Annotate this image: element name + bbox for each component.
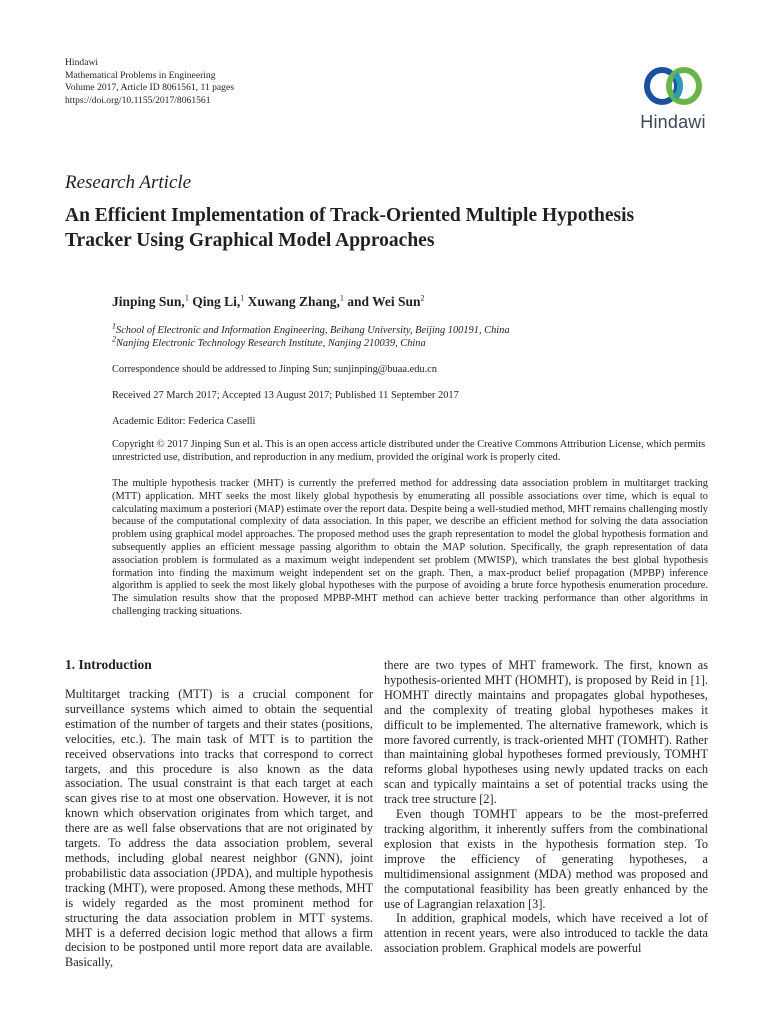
journal-name: Mathematical Problems in Engineering xyxy=(65,69,216,81)
body-paragraph: there are two types of MHT framework. The first, known as hypothesis-oriented MHT (HOMHT), is proposed by Reid in [1]. HOMHT directly maintains and propagates global hypotheses, and the complexity of treating global hypotheses makes it difficult to be implemented. The alternative framework, which is more favored currently, is track-oriented MHT (TOMHT). Rather than maintaining global hypotheses formed previously, TOMHT reforms global hypotheses using newly updated tracks on each scan and typically maintains a set of potential tracks using the track tree structure [2]. xyxy=(384,658,708,807)
section-heading: 1. Introduction xyxy=(65,657,152,672)
abstract-text: The multiple hypothesis tracker (MHT) is currently the preferred method for addressing data association problem in multitarget tracking (MTT) application. MHT seeks the most likely global hypothesis by enumerating all possible associations over time, which is equal to calculating maximum a posteriori (MAP) estimate over the report data. Despite being a well-studied method, MHT remains challenging mostly because of the computational complexity of data association. In this paper, we describe an efficient method for solving the data association problem using graphical model approaches. The proposed method uses the graph representation to model the global hypothesis formation and subsequently applies an efficient message passing algorithm to obtain the MAP solution. Specifically, the graph representation of data association problem is formulated as a maximum weight independent set problem (MWISP), which translates the best global hypothesis formation into finding the maximum weight independent set on the graph. Then, a max-product belief propagation (MPBP) inference algorithm is applied to seek the most likely global hypotheses with the purpose of avoiding a brute force hypothesis enumeration procedure. The simulation results show that the proposed MPBP-MHT method can achieve better tracking performance than other algorithms in challenging tracking situations. xyxy=(112,478,708,617)
author-affil-mark: 2 xyxy=(420,293,425,303)
dates-line: Received 27 March 2017; Accepted 13 August 2017; Published 11 September 2017 xyxy=(112,390,459,401)
body-paragraph: Multitarget tracking (MTT) is a crucial component for surveillance systems which aimed to obtain the sequential estimation of the number of targets and their states (positions, velocities, etc.). The main task of MTT is to partition the received observations into tracks that correspond to correct targets, and this procedure is also known as the data association. The usual constraint is that each target at each scan gives rise to at most one observation. However, it is not known which observation originates from which target, and there are as well false observations that are not originated by targets. To address the data association problem, several methods, including global nearest neighbor (GNN), joint probabilistic data association (JPDA), and multiple hypothesis tracking (MHT), were proposed. Among these methods, MHT is widely regarded as the most prominent method for structuring the data association problem in MTT systems. MHT is a deferred decision logic method that allows a firm decision to be postponed until more report data are available. Basically, xyxy=(65,687,373,970)
hindawi-logo xyxy=(632,62,714,136)
author-name: Qing Li, xyxy=(192,294,241,309)
author-list xyxy=(112,294,425,310)
left-column xyxy=(65,656,373,970)
doi-link[interactable]: https://doi.org/10.1155/2017/8061561 xyxy=(65,94,211,106)
author-name: Jinping Sun, xyxy=(112,294,185,309)
author-affil-mark: 1 xyxy=(339,293,344,303)
author-name: Xuwang Zhang, xyxy=(247,294,340,309)
paper-title: An Efficient Implementation of Track-Oriented Multiple Hypothesis Tracker Using Graphical Model Approaches xyxy=(65,205,635,251)
correspondence: Correspondence should be addressed to Jinping Sun; sunjinping@buaa.edu.cn xyxy=(112,364,437,375)
copyright-notice: Copyright © 2017 Jinping Sun et al. This is an open access article distributed under the Creative Commons Attribution License, which permits unrestricted use, distribution, and reproduction in any medium, provided the original work is properly cited. xyxy=(112,439,706,463)
right-column xyxy=(384,658,708,956)
affiliations xyxy=(112,321,510,350)
volume-line: Volume 2017, Article ID 8061561, 11 pages xyxy=(65,82,234,94)
body-paragraph: In addition, graphical models, which have received a lot of attention in recent years, were also introduced to tackle the data association problem. Graphical models are powerful xyxy=(384,911,708,956)
affiliation-item: $^2$Nanjing Electronic Technology Research Institute, Nanjing 210039, China xyxy=(112,334,426,349)
author-affil-mark: 1 xyxy=(240,293,245,303)
logo-text: Hindawi xyxy=(640,112,706,132)
article-type: Research Article xyxy=(65,172,192,193)
publisher-name: Hindawi xyxy=(65,57,99,68)
academic-editor: Academic Editor: Federica Caselli xyxy=(112,416,256,427)
author-name: and Wei Sun xyxy=(347,294,421,309)
body-paragraph: Even though TOMHT appears to be the most-preferred tracking algorithm, it inherently suffers from the combinational explosion that exists in the hypothesis formation step. To improve the efficiency of generating hypotheses, a multidimensional assignment (MDA) method was proposed and the computational feasibility has been greatly enhanced by the use of Lagrangian relaxation [3]. xyxy=(384,807,708,911)
journal-header xyxy=(65,57,234,107)
hindawi-rings-icon xyxy=(640,62,706,110)
author-affil-mark: 1 xyxy=(184,293,189,303)
affiliation-item: $^1$School of Electronic and Information Engineering, Beihang University, Beijing 100191, China xyxy=(112,321,510,336)
